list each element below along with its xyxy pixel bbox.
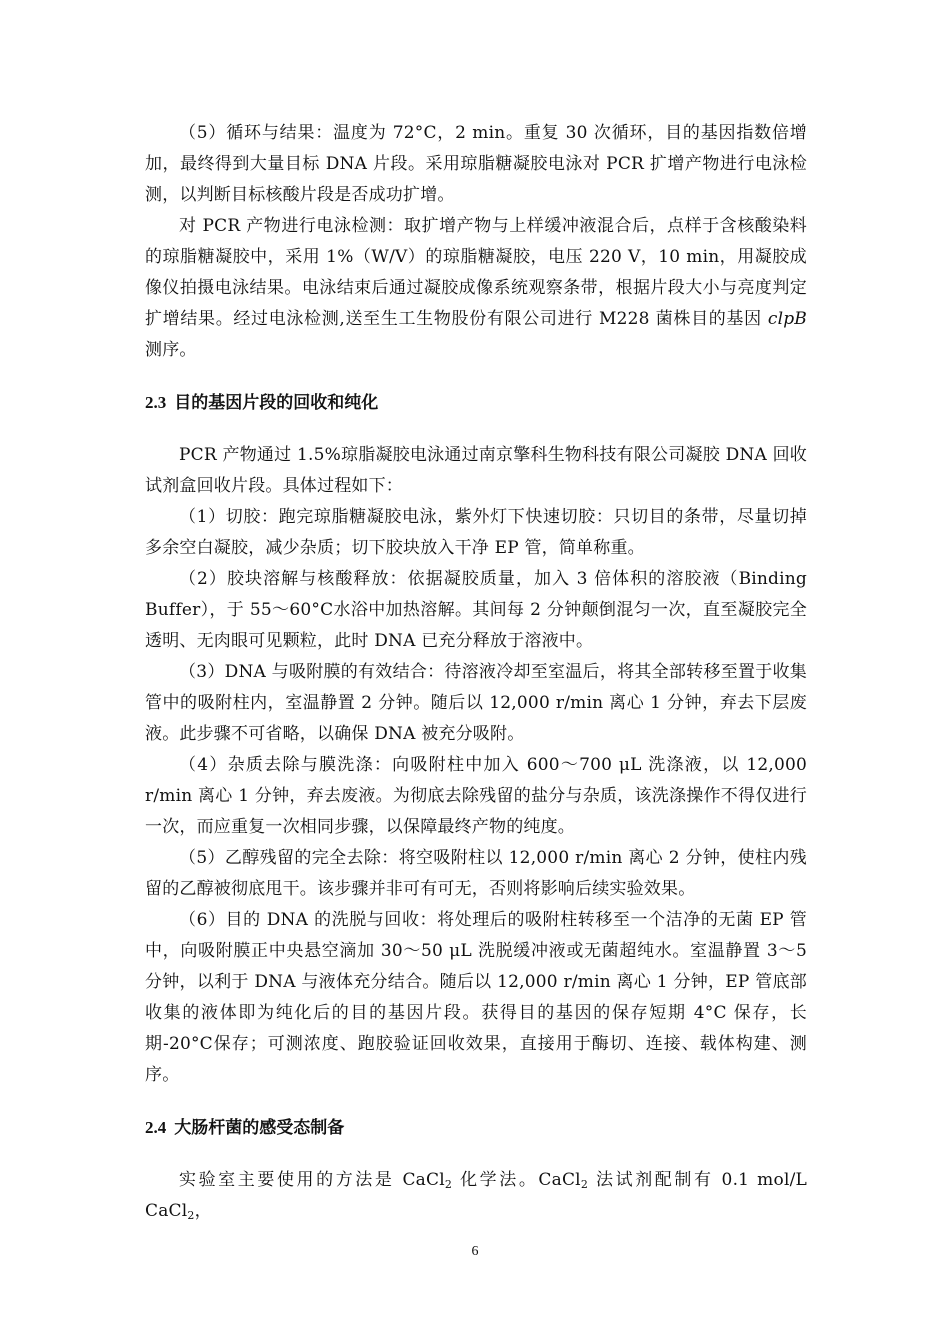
page-content [145,118,807,1227]
paragraph-text: 法试剂配制有 0.1 mol/L CaCl [145,1170,807,1221]
section-number: 2.4 [145,1118,167,1137]
paragraph-step-2: （2）胶块溶解与核酸释放：依据凝胶质量，加入 3 倍体积的溶胶液（Binding Buffer），于 55～60°C水浴中加热溶解。其间每 2 分钟颠倒混匀一次，直至凝胶完全透明、无肉眼可见颗粒，此时 DNA 已充分释放于溶液中。 [145,569,807,651]
paragraph-competent-cells [145,1165,807,1227]
section-number: 2.3 [145,393,167,412]
paragraph-text: 化学法。CaCl [452,1170,581,1190]
section-heading-2-4 [145,1113,807,1143]
paragraph-gel-recovery-intro: PCR 产物通过 1.5%琼脂凝胶电泳通过南京擎科生物科技有限公司凝胶 DNA 回收试剂盒回收片段。具体过程如下： [145,445,807,496]
section-heading-2-3 [145,388,807,418]
paragraph-step-1: （1）切胶：跑完琼脂糖凝胶电泳，紫外灯下快速切胶：只切目的条带，尽量切掉多余空白凝胶，减少杂质；切下胶块放入干净 EP 管，简单称重。 [145,507,807,558]
paragraph-step-6: （6）目的 DNA 的洗脱与回收：将处理后的吸附柱转移至一个洁净的无菌 EP 管中，向吸附膜正中央悬空滴加 30～50 μL 洗脱缓冲液或无菌超纯水。室温静置 3～5 分钟，以利于 DNA 与液体充分结合。随后以 12,000 r/min 离心 1 分钟，EP 管底部收集的液体即为纯化后的目的基因片段。获得目的基因的保存短期 4°C 保存，长期-20°C保存；可测浓度、跑胶验证回收效果，直接用于酶切、连接、载体构建、测序。 [145,910,807,1085]
paragraph-step-5: （5）乙醇残留的完全去除：将空吸附柱以 12,000 r/min 离心 2 分钟，使柱内残留的乙醇被彻底甩干。该步骤并非可有可无，否则将影响后续实验效果。 [145,848,807,899]
paragraph-text: 测序。 [145,340,197,360]
paragraph-step-4: （4）杂质去除与膜洗涤：向吸附柱中加入 600～700 μL 洗涤液，以 12,000 r/min 离心 1 分钟，弃去废液。为彻底去除残留的盐分与杂质，该洗涤操作不得仅进行一次，而应重复一次相同步骤，以保障最终产物的纯度。 [145,755,807,837]
paragraph-step-3: （3）DNA 与吸附膜的有效结合：待溶液冷却至室温后，将其全部转移至置于收集管中的吸附柱内，室温静置 2 分钟。随后以 12,000 r/min 离心 1 分钟，弃去下层废液。此步骤不可省略，以确保 DNA 被充分吸附。 [145,662,807,744]
paragraph-electrophoresis [145,211,807,366]
paragraph-text: ， [194,1201,212,1221]
subscript: 2 [187,1209,195,1222]
subscript: 2 [444,1178,453,1191]
gene-name: clpB [767,309,807,329]
paragraph-text: 实验室主要使用的方法是 CaCl [179,1170,445,1190]
paragraph-cycle-result: （5）循环与结果：温度为 72°C，2 min。重复 30 次循环，目的基因指数倍增加，最终得到大量目标 DNA 片段。采用琼脂糖凝胶电泳对 PCR 扩增产物进行电泳检测，以判断目标核酸片段是否成功扩增。 [145,123,807,205]
section-title: 目的基因片段的回收和纯化 [174,393,379,413]
paragraph-text: 对 PCR 产物进行电泳检测：取扩增产物与上样缓冲液混合后，点样于含核酸染料的琼脂糖凝胶中，采用 1%（W/V）的琼脂糖凝胶，电压 220 V，10 min，用凝胶成像仪拍摄电泳结果。电泳结束后通过凝胶成像系统观察条带，根据片段大小与亮度判定扩增结果。经过电泳检测,送至生工生物股份有限公司进行 M228 菌株目的基因 [145,216,807,329]
page-number: 6 [471,1244,479,1259]
subscript: 2 [580,1178,589,1191]
section-title: 大肠杆菌的感受态制备 [174,1118,345,1138]
